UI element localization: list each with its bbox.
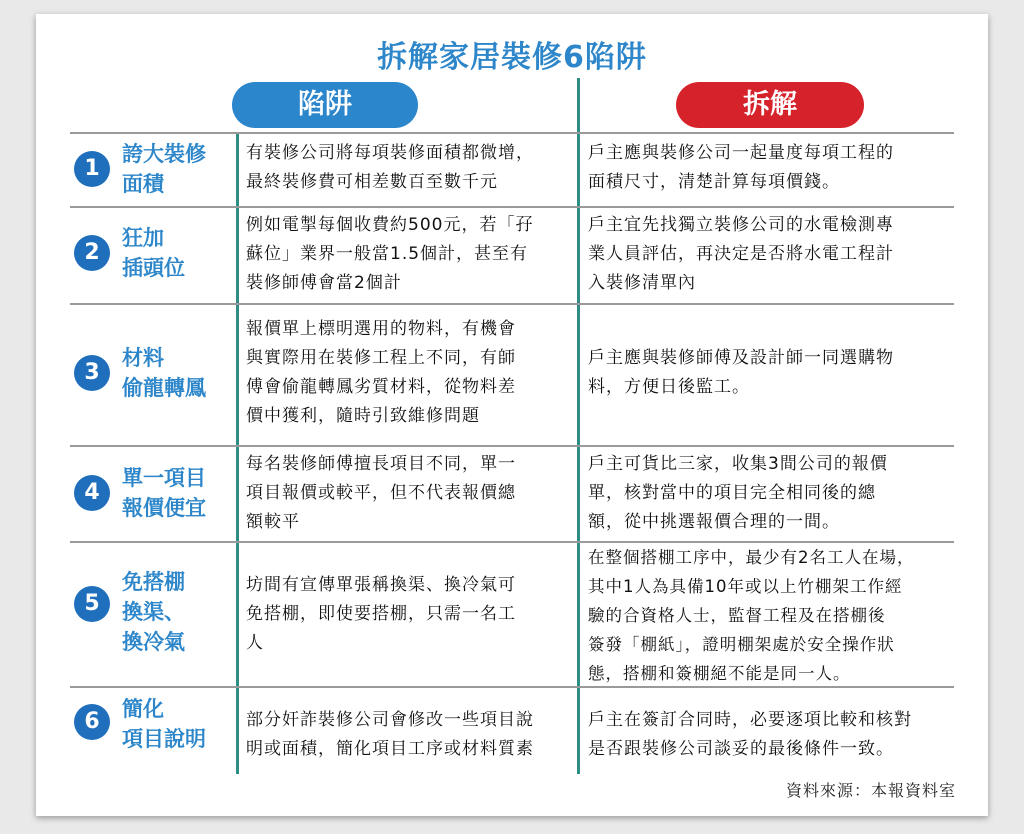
trap-description: 坊間有宣傳單張稱換渠、換冷氣可 免搭棚，即使要搭棚，只需一名工 人 (246, 575, 516, 653)
fix-description: 戶主可貨比三家，收集3間公司的報價 單，核對當中的項目完全相同後的總 額，從中挑選報價合理的一間。 (588, 454, 888, 532)
table-row (70, 132, 954, 206)
row-number-badge: 5 (74, 586, 110, 622)
trap-title: 材料 偷龍轉鳳 (122, 346, 206, 400)
trap-title: 免搭棚 換渠、 換冷氣 (122, 570, 185, 654)
trap-description: 有裝修公司將每項裝修面積都微增， 最終裝修費可相差數百至數千元 (246, 143, 534, 192)
fix-description: 在整個搭棚工序中，最少有2名工人在場， 其中1人為具備10年或以上竹棚架工作經 驗的合資格人士，監督工程及在搭棚後 簽發「棚紙」，證明棚架處於安全操作狀 態，搭棚和簽棚絕不能是同一人。 (588, 548, 915, 683)
fix-description: 戶主在簽訂合同時，必要逐項比較和核對 是否跟裝修公司談妥的最後條件一致。 (588, 710, 912, 759)
trap-title: 誇大裝修 面積 (122, 142, 206, 196)
trap-description: 每名裝修師傅擅長項目不同，單一 項目報價或較平，但不代表報價總 額較平 (246, 454, 516, 532)
trap-header: 陷阱 (232, 82, 418, 128)
trap-title: 簡化 項目說明 (122, 697, 206, 751)
trap-description: 例如電掣每個收費約500元，若「孖 蘇位」業界一般當1.5個計，甚至有 裝修師傅會當2個計 (246, 215, 534, 293)
page-title: 拆解家居裝修6陷阱 (377, 40, 647, 75)
table-row (70, 686, 954, 774)
trap-title: 狂加 插頭位 (122, 226, 185, 280)
source-note: 資料來源：本報資料室 (785, 781, 956, 800)
table-row (70, 541, 954, 686)
fix-description: 戶主宜先找獨立裝修公司的水電檢測專 業人員評估，再決定是否將水電工程計 入裝修清單內 (588, 215, 894, 293)
table-row (70, 206, 954, 303)
infographic-card (36, 14, 988, 816)
row-number-badge: 3 (74, 355, 110, 391)
trap-description: 報價單上標明選用的物料，有機會 與實際用在裝修工程上不同，有師 傅會偷龍轉鳳劣質材料，從物料差 價中獲利，隨時引致維修問題 (246, 319, 516, 426)
trap-description: 部分奸詐裝修公司會修改一些項目說 明或面積，簡化項目工序或材料質素 (246, 710, 534, 759)
row-number-badge: 4 (74, 475, 110, 511)
fix-header: 拆解 (676, 82, 864, 128)
fix-description: 戶主應與裝修師傅及設計師一同選購物 料，方便日後監工。 (588, 348, 894, 397)
fix-description: 戶主應與裝修公司一起量度每項工程的 面積尺寸，清楚計算每項價錢。 (588, 143, 894, 192)
row-number-badge: 2 (74, 235, 110, 271)
table-row (70, 445, 954, 541)
table-row (70, 303, 954, 445)
row-number-badge: 6 (74, 704, 110, 740)
row-number-badge: 1 (74, 151, 110, 187)
trap-title: 單一項目 報價便宜 (122, 466, 206, 520)
